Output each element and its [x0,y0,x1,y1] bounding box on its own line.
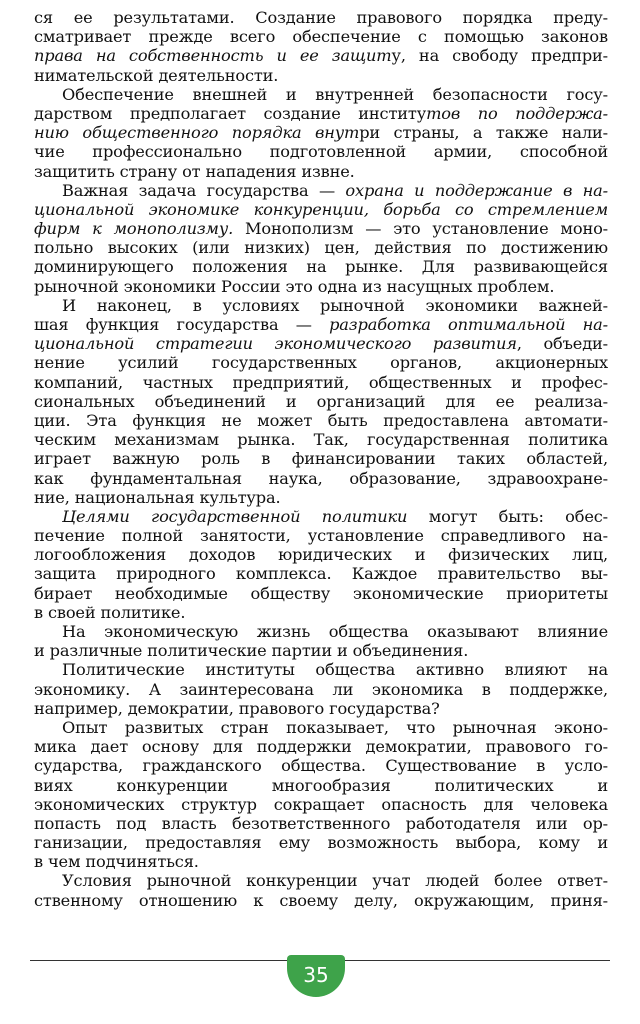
page-text [34,8,608,910]
text-line: циональной стратегии экономического развития, объеди- [34,334,608,354]
text-line: циональной экономике конкуренции, борьба со стремлением [34,199,608,219]
text-line: ганизации, предоставляя ему возможность выбора, кому и [34,833,608,853]
text-line: играет важную роль в финансировании таких областей, [34,449,608,469]
text-line: Важная задача государства — охрана и поддержание в на- [62,180,608,200]
text-line: защитить страну от нападения извне. [34,161,355,181]
text-line: Политические институты общества активно влияют на [62,660,608,680]
text-line: в чем подчиняться. [34,852,199,872]
text-line: логообложения доходов юридических и физических лиц, [34,545,608,565]
text-line: И наконец, в условиях рыночной экономики важней- [62,295,608,315]
text-line: дарством предполагает создание институтов по поддержа- [34,103,608,123]
text-line: права на собственность и ее защиту, на свободу предпри- [34,46,608,66]
text-line: чие профессионально подготовленной армии, способной [34,142,608,162]
text-line: и различные политические партии и объединения. [34,641,469,661]
text-line: доминирующего положения на рынке. Для развивающейся [34,257,608,277]
text-line: виях конкуренции многообразия политических и [34,775,608,795]
text-line: шая функция государства — разработка оптимальной на- [34,315,608,334]
text-line: экономику. А заинтересована ли экономика в поддержке, [34,679,608,699]
text-line: сматривает прежде всего обеспечение с помощью законов [34,27,608,47]
text-line: Обеспечение внешней и внутренней безопасности госу- [62,84,608,104]
text-line: как фундаментальная наука, образование, здравоохране- [34,468,608,488]
text-line: польно высоких (или низких) цен, действия по достижению [34,238,608,258]
text-line: нимательской деятельности. [34,65,279,85]
text-line: ческим механизмам рынка. Так, государственная политика [34,430,608,450]
text-line: ции. Эта функция не может быть предоставлена автомати- [34,410,608,430]
text-line: защита природного комплекса. Каждое правительство вы- [34,564,608,584]
text-line: сударства, гражданского общества. Существование в усло- [34,756,608,776]
text-line: печение полной занятости, установление справедливого на- [34,526,608,546]
text-line: в своей политике. [34,602,186,622]
text-line: Опыт развитых стран показывает, что рыночная эконо- [62,717,608,737]
text-line: ние, национальная культура. [34,487,281,507]
text-line: бирает необходимые обществу экономические приоритеты [34,583,608,603]
text-line: например, демократии, правового государства? [34,698,440,718]
page-number: 35 [287,955,345,997]
text-line: сиональных объединений и организаций для ее реализа- [34,391,608,411]
text-line: попасть под власть безответственного работодателя или ор- [34,813,608,833]
text-line: мика дает основу для поддержки демократии, правового го- [34,737,608,757]
text-line: ственному отношению к своему делу, окружающим, приня- [34,890,608,910]
text-line: фирм к монополизму. Монополизм — это установление моно- [34,219,608,239]
text-line: Целями государственной политики могут быть: обес- [62,506,608,526]
text-line: экономических структур сокращает опасность для человека [34,794,608,814]
text-line: нение усилий государственных органов, акционерных [34,353,608,373]
text-line: На экономическую жизнь общества оказывают влияние [62,622,608,641]
text-line: Условия рыночной конкуренции учат людей более ответ- [62,871,608,891]
text-line: нию общественного порядка внутри страны, а также нали- [34,123,608,143]
text-line: ся ее результатами. Создание правового порядка преду- [34,8,608,27]
text-line: компаний, частных предприятий, общественных и профес- [34,372,608,392]
text-line: рыночной экономики России это одна из насущных проблем. [34,276,555,296]
